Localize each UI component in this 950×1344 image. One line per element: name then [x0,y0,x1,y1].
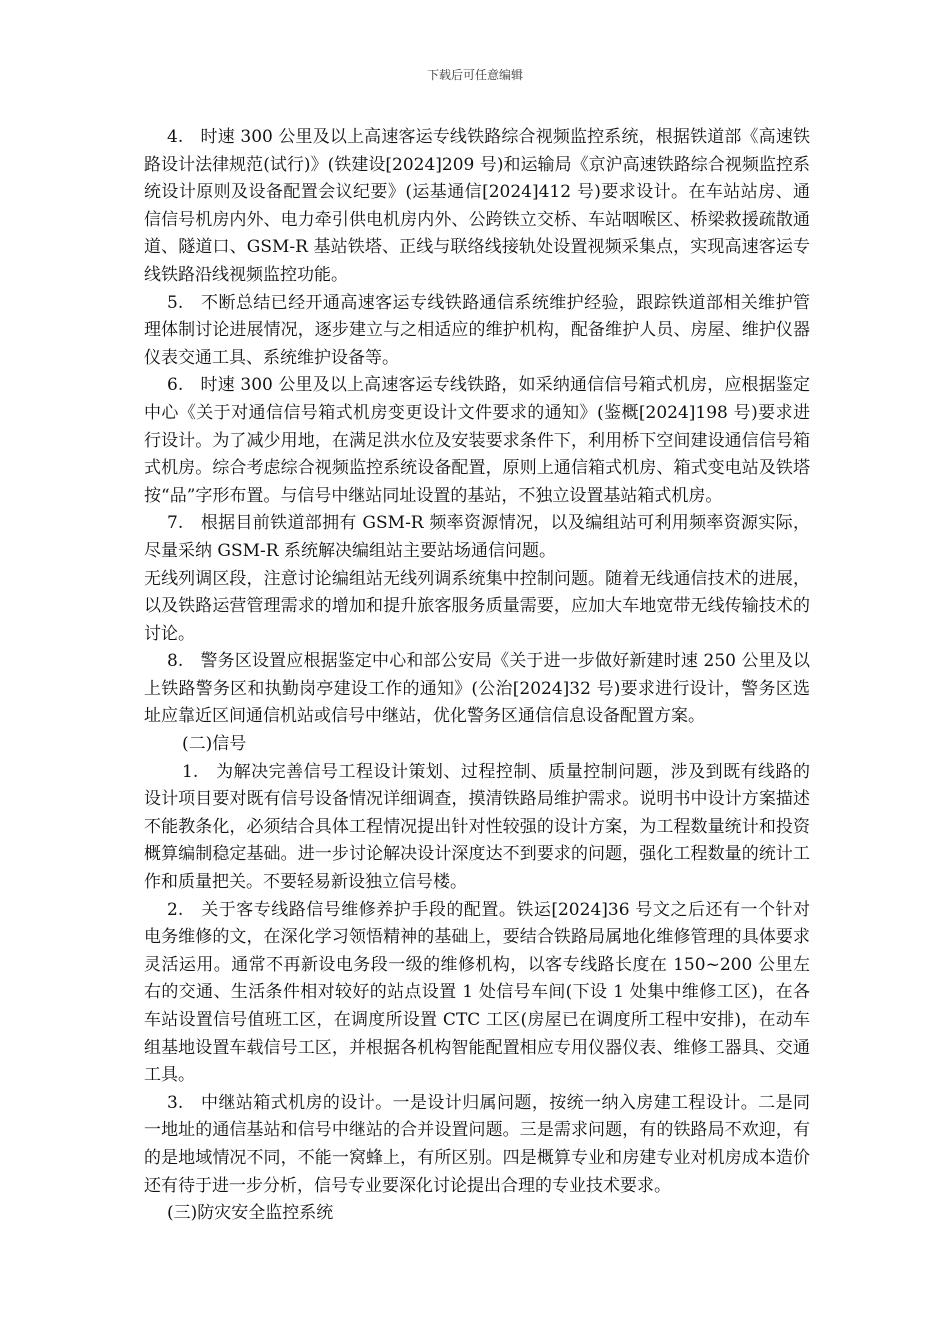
document-body [144,124,810,1228]
paragraph-signal-2: 2. 关于客专线路信号维修养护手段的配置。铁运[2024]36 号文之后还有一个针对电务维修的文，在深化学习领悟精神的基础上，要结合铁路局属地化维修管理的具体要求灵活运用。通常不再新设电务段一级的维修机构，以客专线路长度在 150~200 公里左右的交通、生活条件相对较好的站点设置 1 处信号车间(下设 1 处集中维修工区)，在各车站设置信号值班工区，在调度所设置 CTC 工区(房屋已在调度所工程中安排)，在动车组基地设置车载信号工区，并根据各机构智能配置相应专用仪器仪表、维修工器具、交通工具。 [144,899,810,1086]
paragraph-6: 6. 时速 300 公里及以上高速客运专线铁路，如采纳通信信号箱式机房，应根据鉴定中心《关于对通信信号箱式机房变更设计文件要求的通知》(鉴概[2024]198 号)要求进行设计。为了减少用地，在满足洪水位及安装要求条件下，利用桥下空间建设通信信号箱式机房。综合考虑综合视频监控系统设备配置，原则上通信箱式机房、箱式变电站及铁塔按“品”字形布置。与信号中继站同址设置的基站，不独立设置基站箱式机房。 [144,375,810,506]
section-heading-signal: (二)信号 [182,734,247,755]
paragraph-signal-1: 1. 为解决完善信号工程设计策划、过程控制、质量控制问题，涉及到既有线路的设计项目要对既有信号设备情况详细调查，摸清铁路局维护需求。说明书中设计方案描述不能教条化，必须结合具体工程情况提出针对性较强的设计方案，为工程数量统计和投资概算编制稳定基础。进一步讨论解决设计深度达不到要求的问题，强化工程数量的统计工作和质量把关。不要轻易新设独立信号楼。 [144,761,810,893]
section-heading-disaster-monitoring: (三)防灾安全监控系统 [167,1203,334,1224]
page-header-note: 下载后可任意编辑 [426,68,523,82]
paragraph-4: 4. 时速 300 公里及以上高速客运专线铁路综合视频监控系统，根据铁道部《高速铁路设计法律规范(试行)》(铁建设[2024]209 号)和运输局《京沪高速铁路综合视频监控系统设计原则及设备配置会议纪要》(运基通信[2024]412 号)要求设计。在车站站房、通信信号机房内外、电力牵引供电机房内外、公跨铁立交桥、车站咽喉区、桥梁救援疏散通道、隧道口、GSM-R 基站铁塔、正线与联络线接轨处设置视频采集点，实现高速客运专线铁路沿线视频监控功能。 [144,127,810,285]
paragraph-signal-3: 3. 中继站箱式机房的设计。一是设计归属问题，按统一纳入房建工程设计。二是同一地址的通信基站和信号中继站的合并设置问题。三是需求问题，有的铁路局不欢迎，有的是地域情况不同，不能一窝蜂上，有所区别。四是概算专业和房建专业对机房成本造价还有待于进一步分析，信号专业要深化讨论提出合理的专业技术要求。 [144,1092,810,1196]
paragraph-8: 8. 警务区设置应根据鉴定中心和部公安局《关于进一步做好新建时速 250 公里及以上铁路警务区和执勤岗亭建设工作的通知》(公治[2024]32 号)要求进行设计，警务区选址应靠近区间通信机站或信号中继站，优化警务区通信信息设备配置方案。 [144,651,810,727]
paragraph-5: 5. 不断总结已经开通高速客运专线铁路通信系统维护经验，跟踪铁道部相关维护管理体制讨论进展情况，逐步建立与之相适应的维护机构，配备维护人员、房屋、维护仪器仪表交通工具、系统维护设备等。 [144,292,810,368]
paragraph-wireless: 无线列调区段，注意讨论编组站无线列调系统集中控制问题。随着无线通信技术的进展，以及铁路运营管理需求的增加和提升旅客服务质量需要，应加大车地宽带无线传输技术的讨论。 [144,568,810,644]
paragraph-7: 7. 根据目前铁道部拥有 GSM-R 频率资源情况，以及编组站可利用频率资源实际，尽量采纳 GSM-R 系统解决编组站主要站场通信问题。 [144,513,810,561]
